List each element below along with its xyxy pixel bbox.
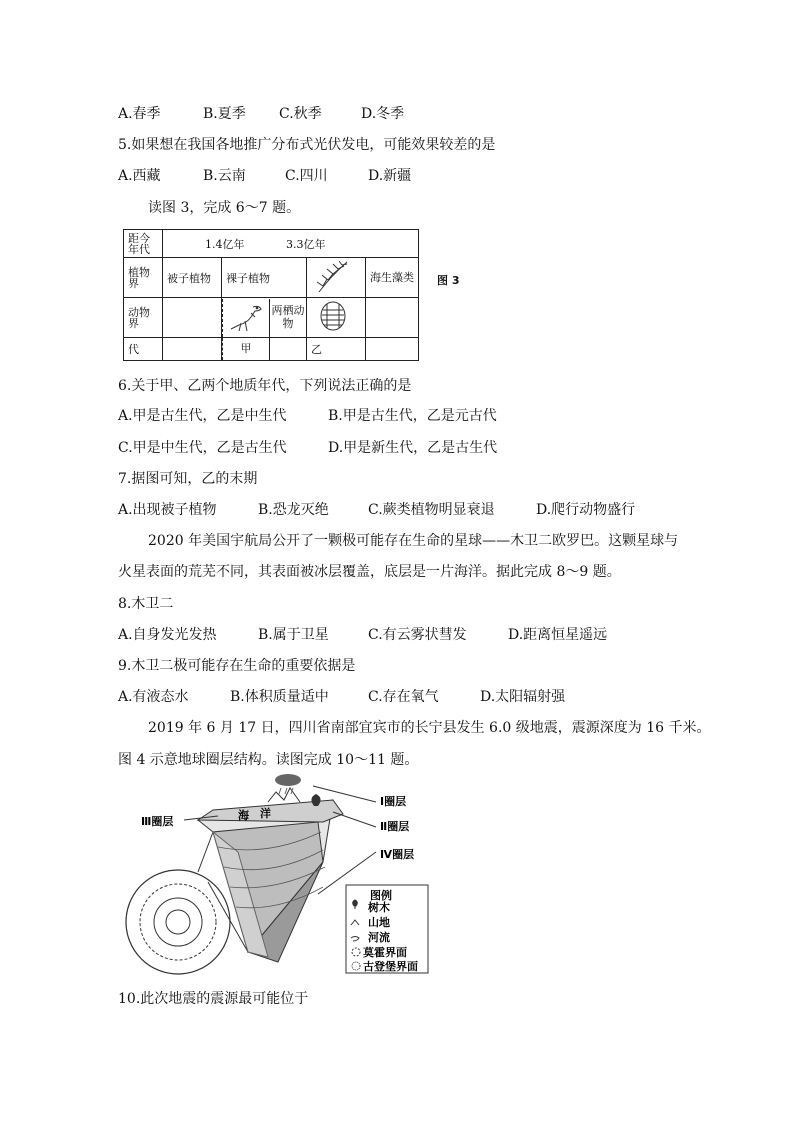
q4-option-a: A.春季	[118, 106, 161, 122]
algae-cell: 海生藻类	[366, 258, 419, 298]
era-yi: 乙	[307, 338, 366, 361]
geologic-time-table	[123, 229, 419, 361]
fig3-caption: 图 3	[437, 274, 460, 287]
passage1-line1: 2020 年美国宇航局公开了一颗极可能存在生命的星球——木卫二欧罗巴。这颗星球与	[148, 533, 679, 549]
trilobite-cell	[307, 298, 366, 338]
gymnosperm-cell: 裸子植物	[222, 258, 307, 298]
era-label: 距今年代	[124, 230, 163, 258]
q7-option-a: A.出现被子植物	[118, 502, 217, 518]
q9-option-c: C.存在氧气	[368, 689, 439, 705]
q4-option-b: B.夏季	[203, 106, 246, 122]
sphere-4-label: Ⅳ圈层	[380, 848, 415, 861]
q5-option-b: B.云南	[203, 168, 246, 184]
era-2: 3.3亿年	[286, 237, 326, 251]
earth-cross-section-circle	[126, 870, 230, 974]
amphibian-cell: 两栖动物	[269, 299, 306, 337]
dai-label: 代	[124, 338, 163, 361]
fern-icon	[311, 258, 353, 294]
sphere-1-label: Ⅰ圈层	[380, 795, 407, 808]
legend-item-mountain: 山地	[368, 916, 390, 929]
dinosaur-cell	[222, 299, 269, 337]
q4-option-d: D.冬季	[361, 106, 405, 122]
era-jia: 甲	[222, 338, 269, 360]
q6-stem: 6.关于甲、乙两个地质年代，下列说法正确的是	[118, 378, 412, 394]
q6-option-c: C.甲是中生代，乙是古生代	[118, 440, 287, 456]
q5-stem: 5.如果想在我国各地推广分布式光伏发电，可能效果较差的是	[118, 137, 496, 153]
q10-stem: 10.此次地震的震源最可能位于	[118, 991, 309, 1007]
q7-option-c: C.蕨类植物明显衰退	[368, 502, 495, 518]
legend-title: 图例	[370, 889, 392, 902]
q6-option-d: D.甲是新生代，乙是古生代	[328, 440, 498, 456]
earth-spheres-diagram	[118, 772, 448, 977]
q8-option-a: A.自身发光发热	[118, 627, 217, 643]
tree-icon	[311, 794, 320, 806]
q8-stem: 8.木卫二	[118, 596, 174, 612]
plant-label: 植物界	[124, 258, 163, 298]
q7-option-d: D.爬行动物盛行	[536, 502, 636, 518]
fig3-intro: 读图 3，完成 6～7 题。	[148, 200, 301, 216]
q9-option-a: A.有液态水	[118, 689, 189, 705]
angiosperm-cell: 被子植物	[163, 258, 222, 298]
ocean-label-1: 海	[238, 809, 249, 822]
trilobite-icon	[311, 298, 353, 334]
legend-item-tree: 树木	[368, 901, 390, 914]
q8-option-b: B.属于卫星	[258, 627, 329, 643]
q4-option-c: C.秋季	[279, 106, 322, 122]
passage2-line2: 图 4 示意地球圈层结构。读图完成 10～11 题。	[118, 752, 419, 768]
q6-option-b: B.甲是古生代，乙是元古代	[328, 408, 497, 424]
q9-option-d: D.太阳辐射强	[480, 689, 566, 705]
era-1: 1.4亿年	[205, 237, 245, 251]
dinosaur-icon	[223, 299, 267, 335]
sphere-2-label: Ⅱ圈层	[380, 820, 410, 833]
legend	[346, 885, 428, 973]
q6-option-a: A.甲是古生代，乙是中生代	[118, 408, 287, 424]
q5-option-d: D.新疆	[368, 168, 412, 184]
ocean-label-2: 洋	[260, 807, 271, 820]
animal-label: 动物界	[124, 298, 163, 338]
q9-stem: 9.木卫二极可能存在生命的重要依据是	[118, 658, 356, 674]
fern-cell	[307, 258, 366, 298]
sphere-3-label: Ⅲ圈层	[141, 815, 174, 828]
q7-option-b: B.恐龙灭绝	[258, 502, 329, 518]
q7-stem: 7.据图可知，乙的末期	[118, 471, 258, 487]
legend-item-moho: 莫霍界面	[363, 946, 407, 959]
legend-item-gutenberg: 古登堡界面	[363, 960, 418, 973]
passage2-line1: 2019 年 6 月 17 日，四川省南部宜宾市的长宁县发生 6.0 级地震，震源深度为 16 千米。	[148, 720, 711, 736]
legend-item-river: 河流	[368, 931, 390, 944]
q5-option-a: A.西藏	[118, 168, 161, 184]
passage1-line2: 火星表面的荒芜不同，其表面被冰层覆盖，底层是一片海洋。据此完成 8～9 题。	[118, 564, 621, 580]
q5-option-c: C.四川	[285, 168, 328, 184]
q8-option-d: D.距离恒星遥远	[508, 627, 608, 643]
q8-option-c: C.有云雾状彗发	[368, 627, 467, 643]
q9-option-b: B.体积质量适中	[230, 689, 329, 705]
